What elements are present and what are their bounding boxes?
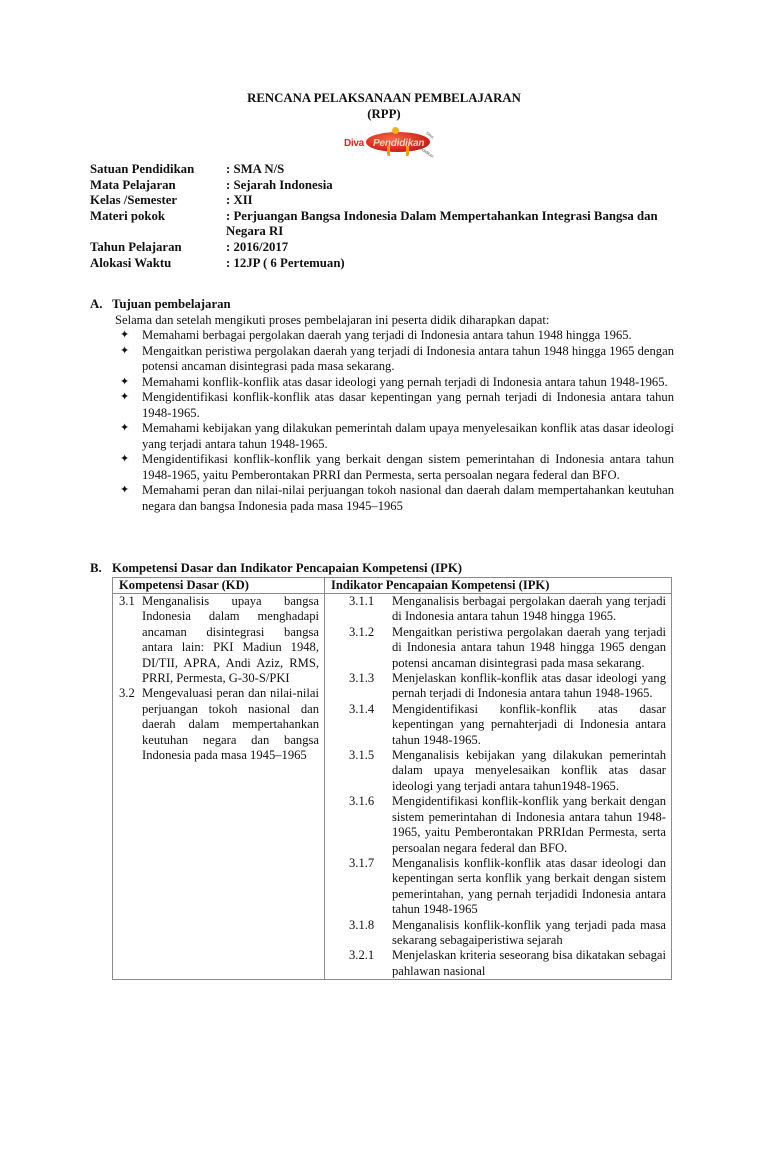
kd-number: 3.2	[119, 686, 135, 701]
document-subtitle: (RPP)	[367, 107, 401, 121]
list-item	[90, 421, 674, 452]
goal-text: Mengidentifikasi konflik-konflik atas dasar kepentingan yang pernah terjadi di Indonesia antara tahun 1948-1965.	[142, 390, 674, 420]
table-row	[113, 594, 672, 980]
section-number: B.	[90, 561, 102, 575]
list-item	[90, 344, 674, 375]
meta-label: Alokasi Waktu	[90, 255, 172, 270]
meta-label: Materi pokok	[90, 208, 166, 223]
star-bullet-icon: ✦	[120, 391, 130, 403]
ipk-text: Menganalisis berbagai pergolakan daerah yang terjadi di Indonesia antara tahun 1948 hingga 1965.	[392, 594, 666, 624]
goals-list	[90, 328, 674, 514]
kd-text: Mengevaluasi peran dan nilai-nilai perjuangan tokoh nasional dan daerah dalam mempertahankan keutuhan negara dan bangsa Indonesia pada masa 1945–1965	[142, 686, 319, 763]
kd-item	[119, 594, 319, 686]
ipk-number: 3.1.3	[349, 671, 375, 686]
list-item	[90, 452, 674, 483]
ipk-item	[331, 948, 666, 979]
ipk-text: Mengidentifikasi konflik-konflik atas dasar kepentingan yang pernahterjadi di Indonesia antara tahun 1948-1965.	[392, 701, 666, 747]
identity-block	[90, 162, 676, 271]
goal-text: Memahami peran dan nilai-nilai perjuangan tokoh nasional dan daerah dalam mempertahankan keutuhan negara dan bangsa Indonesia pada masa 1945–1965	[142, 483, 674, 513]
ipk-text: Menjelaskan kriteria seseorang bisa dikatakan sebagai pahlawan nasional	[392, 948, 666, 978]
section-kompetensi-dasar	[90, 561, 674, 978]
document-title: RENCANA PELAKSANAAN PEMBELAJARAN	[247, 91, 521, 105]
meta-row-kelas-semester	[90, 193, 676, 209]
ipk-text: Mengidentifikasi konflik-konflik yang berkait dengan sistem pemerintahan di Indonesia antara tahun 1948-1965, yaitu Pemberontakan PRRIdan Permesta, serta persoalan negara federal dan BFO.	[392, 794, 666, 855]
ipk-item	[331, 748, 666, 794]
star-bullet-icon: ✦	[120, 375, 130, 388]
ipk-item	[331, 702, 666, 748]
meta-value: : Perjuangan Bangsa Indonesia Dalam Mempertahankan Integrasi Bangsa dan Negara RI	[226, 208, 658, 239]
star-bullet-icon: ✦	[120, 484, 130, 496]
ipk-number: 3.1.5	[349, 748, 375, 763]
goal-text: Mengaitkan peristiwa pergolakan daerah yang terjadi di Indonesia antara tahun 1948 hingga 1965 dengan potensi ancaman disintegrasi pada masa sekarang.	[142, 343, 674, 373]
meta-value: : 2016/2017	[226, 239, 289, 254]
ipk-text: Menjelaskan konflik-konflik atas dasar ideologi yang pernah terjadi di Indonesia antara tahun 1948-1965.	[392, 671, 666, 701]
meta-value: : XII	[226, 193, 253, 208]
section-title: Tujuan pembelajaran	[112, 297, 231, 311]
meta-label: Kelas /Semester	[90, 193, 178, 208]
column-header-ipk: Indikator Pencapaian Kompetensi (IPK)	[325, 578, 672, 594]
ipk-text: Menganalisis konflik-konflik atas dasar ideologi dan kepentingan serta konflik yang berkait dengan sistem pemerintahan, yang pernah terjadidi Indonesia antara tahun 1948-1965	[392, 855, 666, 917]
meta-label: Satuan Pendidikan	[90, 162, 195, 176]
meta-row-materi-pokok	[90, 209, 676, 240]
logo-tagline: Situs Pendidikan	[416, 130, 436, 159]
meta-row-tahun-pelajaran	[90, 240, 676, 256]
ipk-number: 3.1.6	[349, 794, 375, 809]
section-heading	[90, 297, 674, 313]
meta-label: Mata Pelajaran	[90, 177, 176, 192]
ipk-number: 3.2.1	[349, 948, 375, 963]
meta-row-alokasi-waktu	[90, 256, 676, 272]
ipk-item	[331, 918, 666, 949]
goal-text: Mengidentifikasi konflik-konflik yang berkait dengan sistem pemerintahan di Indonesia antara tahun 1948-1965, yaitu Pemberontakan PRRI dan Permesta, serta persoalan negara federal dan BFO.	[142, 452, 674, 482]
column-header-kd: Kompetensi Dasar (KD)	[113, 578, 325, 594]
ipk-item	[331, 625, 666, 671]
meta-value: : 12JP ( 6 Pertemuan)	[226, 255, 345, 270]
ipk-number: 3.1.1	[349, 594, 375, 608]
ipk-text: Menganalisis kebijakan yang dilakukan pemerintah dalam upaya menyelesaikan konflik atas dasar ideologi yang terjadi antara tahun1948-1965.	[392, 748, 666, 793]
list-item	[90, 375, 674, 391]
star-bullet-icon: ✦	[120, 344, 130, 357]
ipk-number: 3.1.7	[349, 855, 375, 870]
star-bullet-icon: ✦	[120, 422, 130, 434]
section-intro: Selama dan setelah mengikuti proses pembelajaran ini peserta didik diharapkan dapat:	[115, 312, 550, 327]
kd-cell	[113, 594, 325, 980]
ipk-number: 3.1.4	[349, 701, 375, 716]
table-header-row	[113, 578, 672, 594]
ipk-item	[331, 671, 666, 702]
ipk-cell	[325, 594, 672, 980]
ipk-item	[331, 594, 666, 625]
meta-value: : SMA N/S	[226, 162, 285, 176]
kd-ipk-table	[112, 577, 672, 980]
goal-text: Memahami konflik-konflik atas dasar ideologi yang pernah terjadi di Indonesia antara tahun 1948-1965.	[142, 374, 668, 389]
ipk-item	[331, 794, 666, 856]
section-tujuan-pembelajaran	[90, 297, 674, 514]
ipk-text: Menganalisis konflik-konflik yang terjadi pada masa sekarang sebagaiperistiwa sejarah	[392, 917, 666, 947]
star-bullet-icon: ✦	[120, 453, 130, 465]
list-item	[90, 328, 674, 344]
logo-figure-icon	[392, 127, 399, 134]
section-title: Kompetensi Dasar dan Indikator Pencapaian Kompetensi (IPK)	[112, 561, 463, 575]
kd-number: 3.1	[119, 594, 135, 608]
meta-label: Tahun Pelajaran	[90, 239, 182, 254]
section-heading	[90, 561, 674, 577]
star-bullet-icon: ✦	[120, 329, 130, 341]
kd-text: Menganalisis upaya bangsa Indonesia dalam menghadapi ancaman disintegrasi bangsa antara lain: PKI Madiun 1948, DI/TII, APRA, Andi Aziz, RMS, PRRI, Permesta, G-30-S/PKI	[142, 594, 319, 686]
logo-text-diva: Diva	[344, 138, 364, 149]
diva-pendidikan-logo	[344, 127, 436, 157]
list-item	[90, 483, 674, 514]
list-item	[90, 390, 674, 421]
meta-row-mata-pelajaran	[90, 178, 676, 194]
goal-text: Memahami berbagai pergolakan daerah yang terjadi di Indonesia antara tahun 1948 hingga 1965.	[142, 328, 632, 342]
ipk-number: 3.1.2	[349, 624, 375, 639]
kd-item	[119, 686, 319, 763]
ipk-item	[331, 856, 666, 918]
meta-value: : Sejarah Indonesia	[226, 177, 333, 192]
ipk-text: Mengaitkan peristiwa pergolakan daerah yang terjadi di Indonesia antara tahun 1948 hingga 1965 dengan potensi ancaman disintegrasi pada masa sekarang.	[392, 624, 666, 670]
section-number: A.	[90, 297, 103, 311]
goal-text: Memahami kebijakan yang dilakukan pemerintah dalam upaya menyelesaikan konflik atas dasar ideologi yang terjadi antara tahun 1948-1965.	[142, 421, 674, 451]
logo-text-pendidikan: Pendidikan	[373, 138, 425, 149]
meta-row-satuan-pendidikan	[90, 162, 676, 178]
ipk-number: 3.1.8	[349, 917, 375, 932]
